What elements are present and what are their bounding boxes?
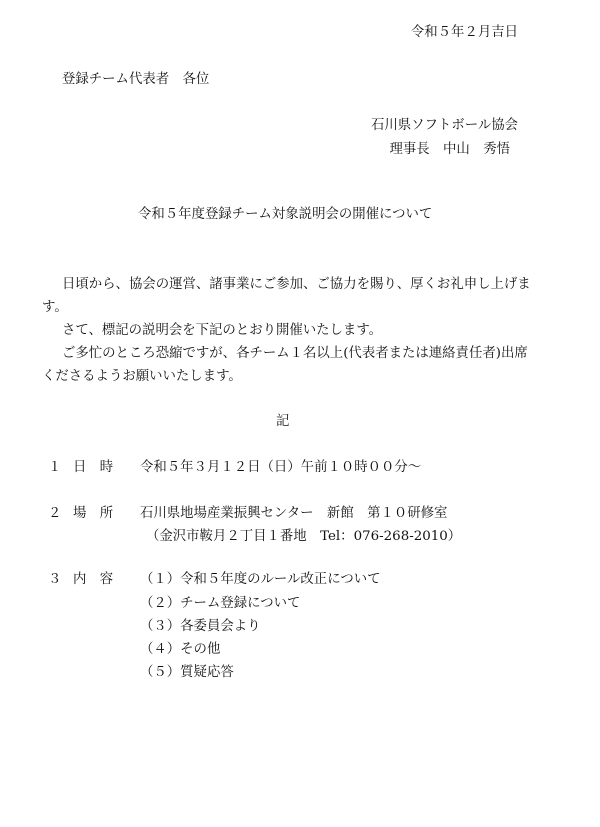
addressee: 登録チーム代表者 各位 — [62, 72, 210, 87]
sender-organization: 石川県ソフトボール協会 — [370, 118, 518, 133]
ki-heading: 記 — [276, 414, 290, 429]
agenda-item: （４）その他 — [140, 642, 221, 657]
item-label: 場 所 — [73, 506, 114, 521]
agenda-item: （１）令和５年度のルール改正について — [140, 572, 381, 587]
body-line: 日頃から、協会の運営、諸事業にご参加、ご協力を賜り、厚くお礼申し上げま — [62, 277, 531, 292]
body-line: さて、標記の説明会を下記のとおり開催いたします。 — [62, 323, 383, 338]
body-line: くださるようお願いいたします。 — [42, 369, 242, 384]
item-number: １ — [48, 460, 62, 475]
document-title: 令和５年度登録チーム対象説明会の開催について — [138, 207, 433, 222]
document-date: 令和５年２月吉日 — [410, 25, 518, 40]
body-line: す。 — [42, 300, 68, 315]
sender-person: 理事長 中山 秀悟 — [389, 142, 510, 157]
item-label: 内 容 — [73, 572, 114, 587]
item-number: ３ — [48, 572, 62, 587]
item-number: ２ — [48, 506, 62, 521]
agenda-item: （５）質疑応答 — [140, 665, 234, 680]
agenda-item: （２）チーム登録について — [140, 596, 301, 611]
item-value: 令和５年３月１２日（日）午前１０時００分～ — [140, 460, 422, 475]
item-value: （金沢市鞍月２丁目１番地 Tel：076-268-2010） — [146, 529, 462, 544]
body-line: ご多忙のところ恐縮ですが、各チーム１名以上(代表者または連絡責任者)出席 — [62, 346, 528, 361]
item-label: 日 時 — [73, 460, 114, 475]
item-value: 石川県地場産業振興センター 新館 第１０研修室 — [140, 506, 448, 521]
agenda-item: （３）各委員会より — [140, 619, 261, 634]
